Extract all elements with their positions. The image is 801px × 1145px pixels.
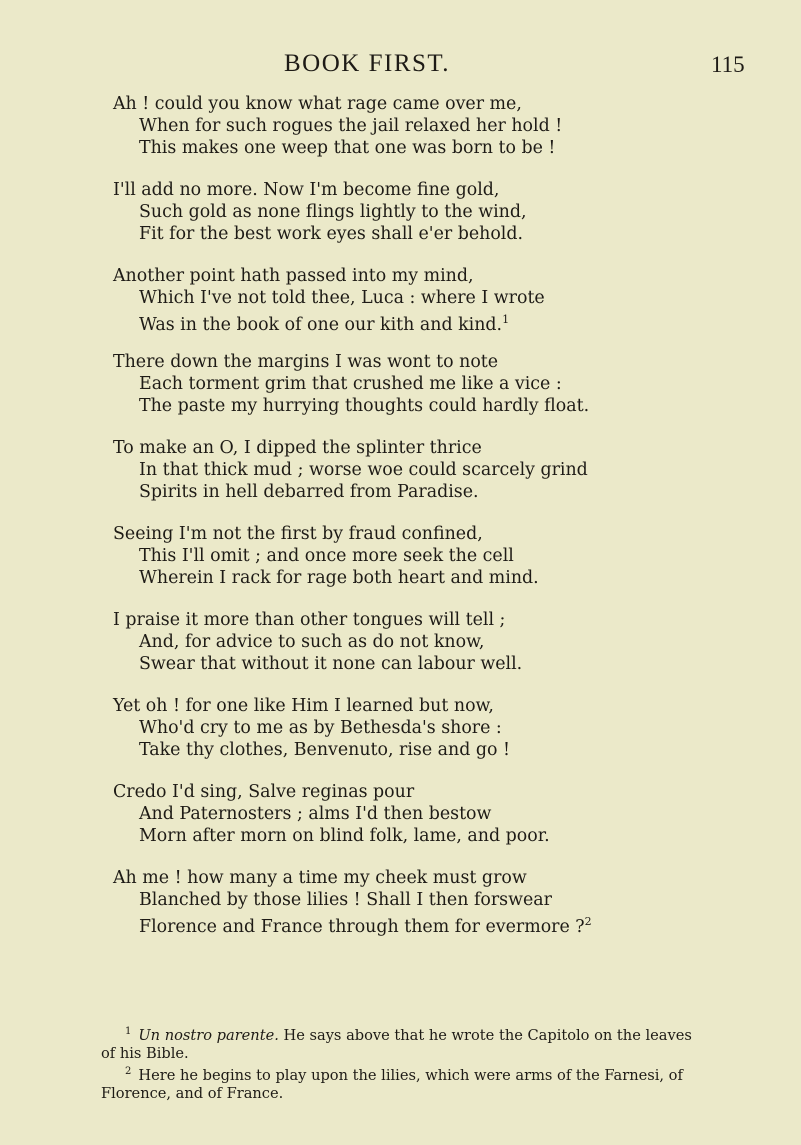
verse-line-text: Florence and France through them for evermore ? — [139, 916, 585, 937]
verse-line: Spirits in hell debarred from Paradise. — [139, 482, 479, 502]
footnote-text-continued: of his Bible. — [101, 1044, 189, 1062]
footnote-italic: Un nostro parente. — [138, 1026, 279, 1044]
footnote-first-line — [125, 1067, 683, 1084]
footnote-ref: 2 — [584, 915, 592, 928]
footnote-marker: 2 — [125, 1065, 132, 1077]
verse-line: Credo I'd sing, Salve reginas pour — [113, 782, 415, 802]
verse-line: Morn after morn on blind folk, lame, and poor. — [139, 826, 550, 846]
footnote-ref: 1 — [502, 313, 510, 326]
stanza — [113, 93, 773, 159]
verse-line: Which I've not told thee, Luca : where I wrote — [139, 288, 545, 308]
verse-line: Swear that without it none can labour well. — [139, 654, 523, 674]
stanza — [113, 351, 773, 417]
verse-line-text: Was in the book of one our kith and kind. — [139, 314, 503, 335]
verse-line: Another point hath passed into my mind, — [113, 266, 474, 286]
page-number: 115 — [711, 52, 745, 77]
verse-line: Each torment grim that crushed me like a vice : — [139, 374, 562, 394]
verse-line: I'll add no more. Now I'm become fine gold, — [113, 180, 500, 200]
footnote-marker: 1 — [125, 1026, 132, 1037]
stanza — [113, 867, 773, 937]
verse-line: Wherein I rack for rage both heart and mind. — [139, 568, 539, 588]
stanza — [113, 437, 773, 503]
verse-line — [113, 911, 773, 937]
stanza — [113, 523, 773, 589]
verse-line: Fit for the best work eyes shall e'er behold. — [139, 224, 524, 244]
stanza — [113, 179, 773, 245]
verse-line: When for such rogues the jail relaxed her hold ! — [139, 116, 563, 136]
stanza — [113, 781, 773, 847]
verse-line: Yet oh ! for one like Him I learned but now, — [113, 696, 494, 716]
footnote-text-continued: Florence, and of France. — [101, 1084, 284, 1102]
page-header — [0, 28, 801, 77]
verse-line: Blanched by those lilies ! Shall I then forswear — [139, 890, 552, 910]
verse-line — [113, 309, 773, 335]
footnote-first-line — [125, 1027, 692, 1044]
verse-line: The paste my hurrying thoughts could hardly float. — [139, 396, 590, 416]
verse-line: I praise it more than other tongues will tell ; — [113, 610, 506, 630]
verse-line: Take thy clothes, Benvenuto, rise and go ! — [139, 740, 511, 760]
verse-line: Who'd cry to me as by Bethesda's shore : — [139, 718, 502, 738]
footnote — [101, 1023, 763, 1063]
verse-line: To make an O, I dipped the splinter thrice — [113, 438, 482, 458]
footnotes — [101, 1023, 763, 1103]
stanza — [113, 609, 773, 675]
footnote — [101, 1063, 763, 1103]
verse-line: This makes one weep that one was born to be ! — [139, 138, 556, 158]
verse-line: There down the margins I was wont to note — [113, 352, 499, 372]
verse-line: Ah ! could you know what rage came over me, — [113, 94, 522, 114]
verse-line: And Paternosters ; alms I'd then bestow — [139, 804, 492, 824]
footnote-text: Here he begins to play upon the lilies, which were arms of the Farnesi, of — [138, 1066, 683, 1084]
running-head: BOOK FIRST. — [284, 50, 451, 77]
footnote-text: He says above that he wrote the Capitolo on the leaves — [283, 1026, 692, 1044]
verse-line: Such gold as none flings lightly to the wind, — [139, 202, 527, 222]
verse-line: And, for advice to such as do not know, — [139, 632, 485, 652]
stanza — [113, 265, 773, 335]
verse-line: This I'll omit ; and once more seek the cell — [139, 546, 514, 566]
stanza — [113, 695, 773, 761]
verse-line: In that thick mud ; worse woe could scarcely grind — [139, 460, 588, 480]
verse-line: Seeing I'm not the first by fraud confined, — [113, 524, 483, 544]
verse-line: Ah me ! how many a time my cheek must grow — [113, 868, 527, 888]
poem-body — [113, 93, 773, 953]
